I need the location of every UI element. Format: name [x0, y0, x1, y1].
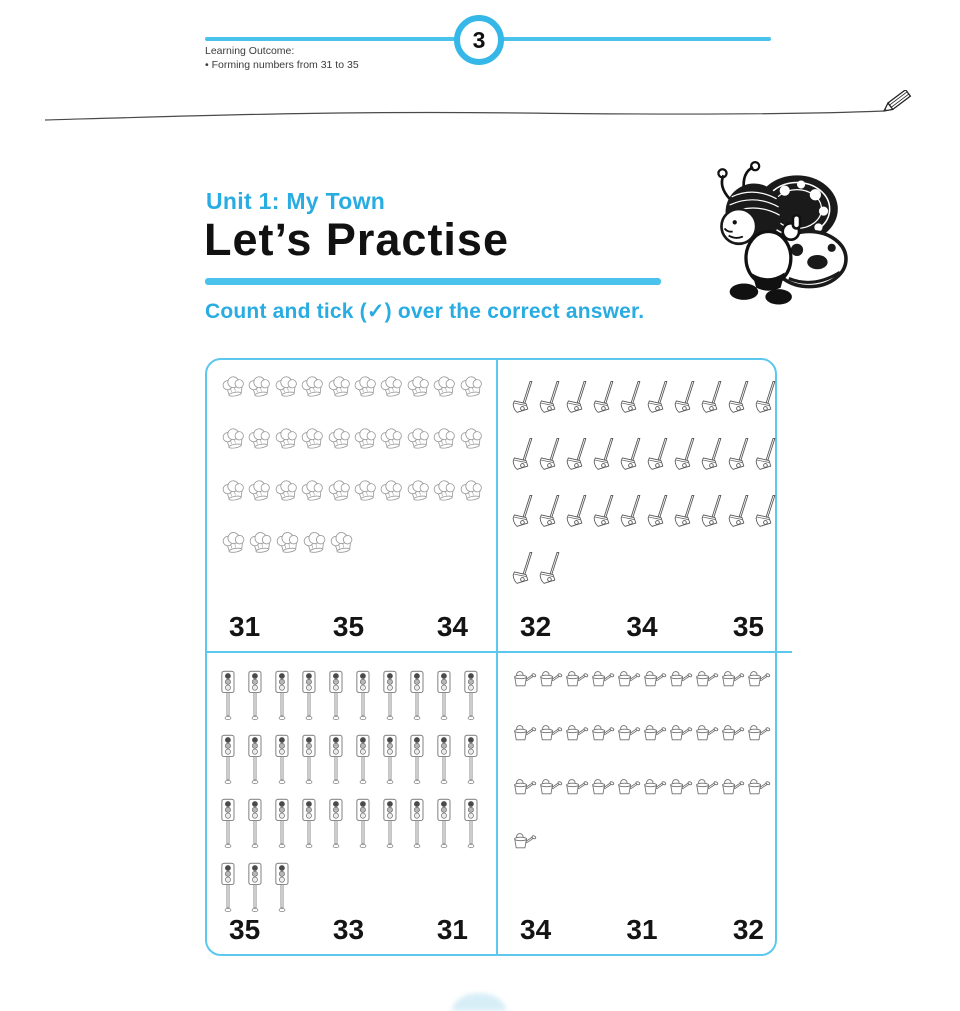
exercise-watering-cans: [498, 653, 792, 954]
chef-hat-icon: [353, 374, 378, 403]
answer-option-35[interactable]: 35: [229, 914, 261, 945]
watering-can-icon: [590, 721, 615, 744]
answer-option-33[interactable]: 33: [332, 914, 365, 945]
watering-can-icon: [564, 721, 589, 744]
icon-row: [512, 667, 780, 690]
golf-club-icon: [674, 374, 699, 422]
watering-can-icon: [564, 775, 589, 798]
traffic-light-icon: [221, 667, 236, 726]
unit-title: Unit 1: My Town: [206, 188, 386, 214]
traffic-light-icon: [383, 667, 398, 726]
traffic-light-icon: [221, 731, 236, 790]
pencil-divider: [0, 90, 960, 136]
traffic-light-icon: [302, 731, 317, 790]
icon-row: [221, 731, 484, 790]
traffic-light-icon: [275, 859, 290, 918]
chef-hat-icon: [327, 478, 352, 507]
icon-row: [221, 667, 484, 726]
learning-outcome-bullet: • Forming numbers from 31 to 35: [205, 59, 359, 72]
golf-club-icon: [701, 488, 726, 536]
watering-can-icon: [642, 667, 667, 690]
watering-can-icon: [720, 667, 745, 690]
traffic-light-icon: [410, 667, 425, 726]
watering-can-icon: [590, 775, 615, 798]
watering-can-icon: [538, 721, 563, 744]
chef-hat-icon: [329, 530, 355, 559]
traffic-light-icon: [329, 667, 344, 726]
answer-option-35[interactable]: 35: [332, 611, 365, 642]
exercise-traffic-lights: [207, 653, 498, 954]
icon-row: [512, 431, 780, 479]
icon-row: [512, 545, 780, 593]
golf-club-icon: [674, 488, 699, 536]
chef-hat-icon: [432, 478, 457, 507]
answer-option-34[interactable]: 34: [436, 611, 468, 642]
watering-can-icon: [746, 775, 771, 798]
chef-hat-icon: [275, 530, 301, 559]
golf-club-icon: [593, 488, 618, 536]
answer-options: [221, 916, 484, 946]
traffic-light-icon: [302, 795, 317, 854]
answer-option-35[interactable]: 35: [732, 611, 764, 642]
watering-can-icon: [720, 775, 745, 798]
chef-hat-icon: [247, 426, 272, 455]
watering-can-icon: [746, 721, 771, 744]
golf-club-icon: [701, 431, 726, 479]
watering-can-icon: [512, 775, 537, 798]
icon-row: [221, 530, 484, 559]
golf-club-icon: [566, 431, 591, 479]
watering-can-icon: [694, 721, 719, 744]
answer-options: [512, 613, 780, 643]
chef-hat-icon: [406, 374, 431, 403]
golf-club-icon-area: [512, 374, 780, 602]
answer-option-31[interactable]: 31: [229, 611, 261, 642]
chef-hat-icon: [459, 374, 484, 403]
traffic-light-icon: [356, 667, 371, 726]
icon-row: [512, 775, 780, 798]
watering-can-icon: [694, 667, 719, 690]
icon-row: [221, 374, 484, 403]
page-title: Let’s Practise: [204, 214, 509, 265]
watering-can-icon: [590, 667, 615, 690]
golf-club-icon: [620, 431, 645, 479]
traffic-light-icon: [464, 667, 479, 726]
chef-hat-icon-area: [221, 374, 484, 582]
answer-option-34[interactable]: 34: [626, 611, 658, 642]
icon-row: [221, 478, 484, 507]
traffic-light-icon: [329, 731, 344, 790]
chef-hat-icon: [300, 374, 325, 403]
watering-can-icon: [564, 667, 589, 690]
traffic-light-icon: [248, 795, 263, 854]
icon-row: [512, 488, 780, 536]
golf-club-icon: [755, 431, 780, 479]
icon-row: [512, 374, 780, 422]
chef-hat-icon: [300, 426, 325, 455]
watering-can-icon: [512, 829, 537, 852]
chef-hat-icon: [221, 374, 246, 403]
answer-options: [512, 916, 780, 946]
traffic-light-icon: [410, 795, 425, 854]
traffic-light-icon: [329, 795, 344, 854]
answer-option-34[interactable]: 34: [520, 914, 552, 945]
traffic-light-icon: [275, 795, 290, 854]
traffic-light-icon: [248, 667, 263, 726]
chef-hat-icon: [274, 478, 299, 507]
chef-hat-icon: [406, 426, 431, 455]
traffic-light-icon: [464, 731, 479, 790]
answer-options: [221, 613, 484, 643]
traffic-light-icon: [437, 667, 452, 726]
chef-hat-icon: [379, 374, 404, 403]
watering-can-icon: [694, 775, 719, 798]
chef-hat-icon: [300, 478, 325, 507]
golf-club-icon: [539, 431, 564, 479]
watering-can-icon: [642, 721, 667, 744]
watering-can-icon-area: [512, 667, 780, 883]
golf-club-icon: [539, 374, 564, 422]
traffic-light-icon: [275, 667, 290, 726]
traffic-light-icon: [464, 795, 479, 854]
golf-club-icon: [674, 431, 699, 479]
icon-row: [221, 795, 484, 854]
chef-hat-icon: [353, 426, 378, 455]
exercise-chef-hats: [207, 360, 498, 653]
watering-can-icon: [642, 775, 667, 798]
watering-can-icon: [616, 667, 641, 690]
watering-can-icon: [538, 667, 563, 690]
golf-club-icon: [701, 374, 726, 422]
golf-club-icon: [755, 488, 780, 536]
watering-can-icon: [668, 667, 693, 690]
golf-club-icon: [512, 374, 537, 422]
traffic-light-icon: [248, 859, 263, 918]
golf-club-icon: [566, 374, 591, 422]
watering-can-icon: [512, 667, 537, 690]
traffic-light-icon: [356, 795, 371, 854]
golf-club-icon: [512, 545, 537, 593]
icon-row: [512, 721, 780, 744]
traffic-light-icon: [221, 859, 236, 918]
chef-hat-icon: [247, 374, 272, 403]
chef-hat-icon: [274, 374, 299, 403]
chef-hat-icon: [379, 426, 404, 455]
answer-option-32[interactable]: 32: [520, 611, 552, 642]
chef-hat-icon: [221, 478, 246, 507]
icon-row: [221, 859, 484, 918]
watering-can-icon: [616, 775, 641, 798]
watering-can-icon: [668, 775, 693, 798]
traffic-light-icon: [410, 731, 425, 790]
traffic-light-icon: [437, 731, 452, 790]
icon-row: [221, 426, 484, 455]
traffic-light-icon-area: [221, 667, 484, 916]
golf-club-icon: [728, 431, 753, 479]
title-underline: [205, 278, 661, 285]
golf-club-icon: [728, 374, 753, 422]
watering-can-icon: [538, 775, 563, 798]
golf-club-icon: [539, 545, 564, 593]
golf-club-icon: [755, 374, 780, 422]
butterfly-kid-mascot-icon: [690, 158, 855, 306]
chef-hat-icon: [406, 478, 431, 507]
traffic-light-icon: [275, 731, 290, 790]
golf-club-icon: [647, 431, 672, 479]
golf-club-icon: [647, 488, 672, 536]
chef-hat-icon: [247, 478, 272, 507]
golf-club-icon: [539, 488, 564, 536]
exercise-golf-clubs: [498, 360, 792, 653]
chef-hat-icon: [459, 426, 484, 455]
chef-hat-icon: [248, 530, 274, 559]
bottom-page-bubble: [452, 993, 506, 1011]
golf-club-icon: [512, 488, 537, 536]
golf-club-icon: [566, 488, 591, 536]
golf-club-icon: [647, 374, 672, 422]
golf-club-icon: [620, 374, 645, 422]
golf-club-icon: [593, 431, 618, 479]
chef-hat-icon: [327, 426, 352, 455]
watering-can-icon: [668, 721, 693, 744]
traffic-light-icon: [383, 795, 398, 854]
chef-hat-icon: [432, 374, 457, 403]
golf-club-icon: [728, 488, 753, 536]
page-number-badge: [454, 15, 504, 65]
watering-can-icon: [746, 667, 771, 690]
pencil-line: [45, 111, 884, 120]
chef-hat-icon: [353, 478, 378, 507]
watering-can-icon: [720, 721, 745, 744]
chef-hat-icon: [379, 478, 404, 507]
chef-hat-icon: [327, 374, 352, 403]
traffic-light-icon: [437, 795, 452, 854]
traffic-light-icon: [302, 667, 317, 726]
traffic-light-icon: [221, 795, 236, 854]
chef-hat-icon: [221, 426, 246, 455]
chef-hat-icon: [432, 426, 457, 455]
page-number: 3: [472, 26, 486, 53]
traffic-light-icon: [356, 731, 371, 790]
chef-hat-icon: [459, 478, 484, 507]
chef-hat-icon: [274, 426, 299, 455]
learning-outcome: [205, 44, 359, 72]
traffic-light-icon: [248, 731, 263, 790]
golf-club-icon: [593, 374, 618, 422]
golf-club-icon: [620, 488, 645, 536]
learning-outcome-title: Learning Outcome:: [205, 45, 295, 57]
answer-option-31[interactable]: 31: [436, 914, 468, 945]
pencil-icon: [882, 90, 911, 114]
watering-can-icon: [512, 721, 537, 744]
instruction-text: Count and tick (✓) over the correct answer.: [205, 300, 645, 323]
golf-club-icon: [512, 431, 537, 479]
chef-hat-icon: [302, 530, 328, 559]
answer-option-31[interactable]: 31: [626, 914, 658, 945]
icon-row: [512, 829, 780, 852]
answer-option-32[interactable]: 32: [732, 914, 764, 945]
counting-worksheet-grid: [205, 358, 777, 956]
chef-hat-icon: [221, 530, 247, 559]
watering-can-icon: [616, 721, 641, 744]
traffic-light-icon: [383, 731, 398, 790]
